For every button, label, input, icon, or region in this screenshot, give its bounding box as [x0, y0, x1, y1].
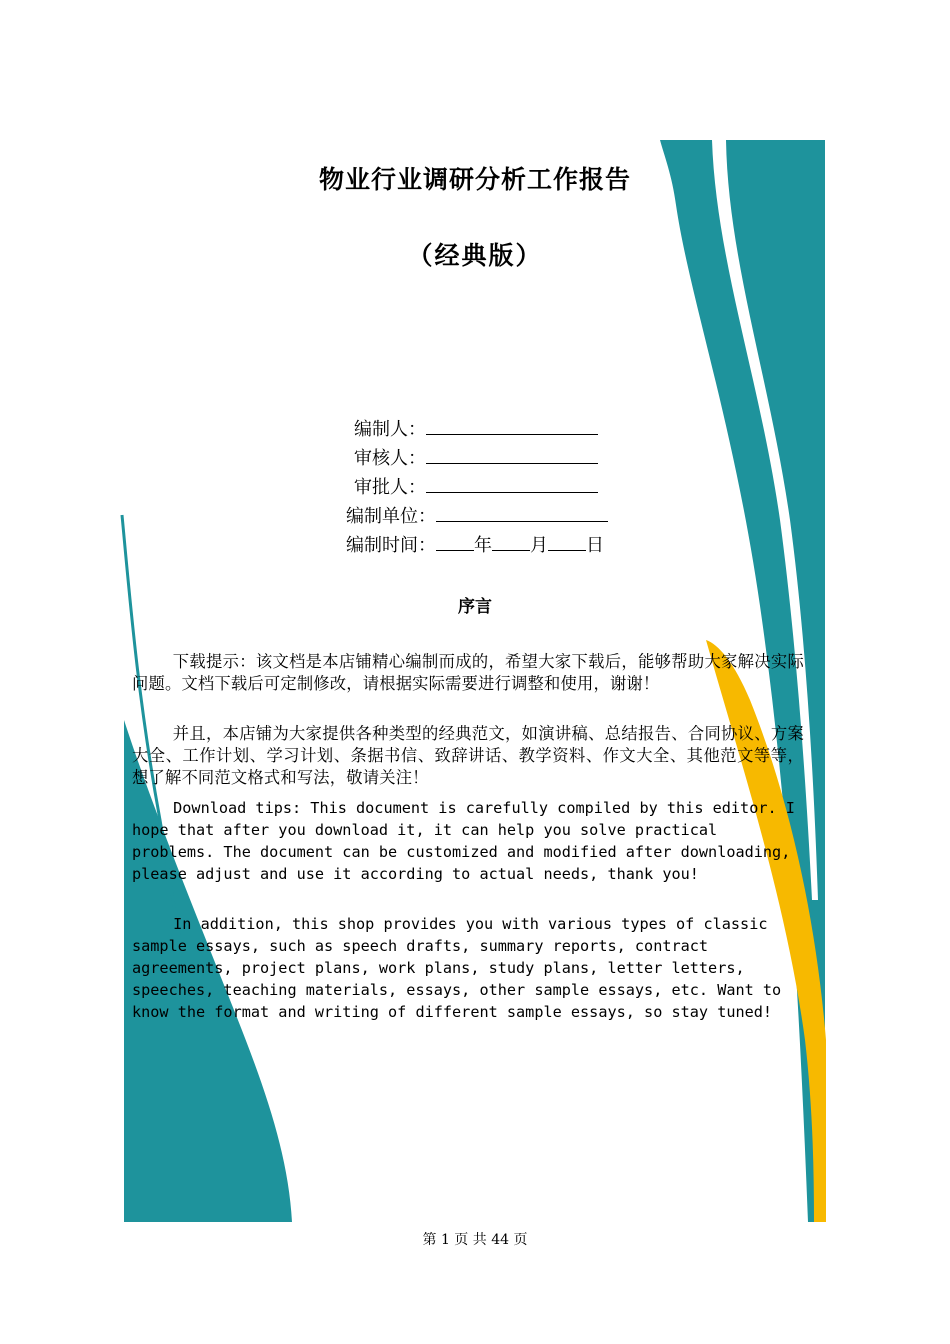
- month-blank: [492, 532, 530, 551]
- approver-label: 审批人：: [354, 477, 426, 498]
- month-label: 月: [530, 535, 548, 556]
- day-blank: [548, 532, 586, 551]
- year-blank: [436, 532, 474, 551]
- unit-label: 编制单位：: [346, 506, 436, 527]
- cn-paragraph-1: 下载提示：该文档是本店铺精心编制而成的，希望大家下载后，能够帮助大家解决实际问题。文档下载后可定制修改，请根据实际需要进行调整和使用，谢谢！: [132, 652, 804, 693]
- time-row: [300, 532, 700, 558]
- reviewer-row: [300, 445, 700, 471]
- unit-row: [300, 503, 700, 529]
- en-paragraph-2: In addition, this shop provides you with various types of classic sample essays, such as speech drafts, summary reports, contract agreements, project plans, work plans, study plans, letter letters, speeches, teaching materials, essays, other sample essays, etc. Want to know the format and writing of different sample essays, so stay tuned!: [132, 915, 791, 1021]
- reviewer-label: 审核人：: [354, 448, 426, 469]
- compiler-label: 编制人：: [354, 419, 426, 440]
- reviewer-blank: [426, 445, 598, 464]
- cn-paragraph-2: 并且，本店铺为大家提供各种类型的经典范文，如演讲稿、总结报告、合同协议、方案大全、工作计划、学习计划、条据书信、致辞讲话、教学资料、作文大全、其他范文等等，想了解不同范文格式和写法，敬请关注！: [132, 724, 804, 787]
- year-label: 年: [474, 535, 492, 556]
- document-title: 物业行业调研分析工作报告: [318, 165, 631, 194]
- day-label: 日: [586, 535, 604, 556]
- unit-blank: [436, 503, 608, 522]
- compiler-row: [300, 416, 700, 442]
- document-subtitle: （经典版）: [407, 241, 543, 270]
- en-paragraph-1: Download tips: This document is carefully compiled by this editor. I hope that after you download it, it can help you solve practical problems. The document can be customized and modified after downloading, please adjust and use it according to actual needs, thank you!: [132, 799, 805, 883]
- approver-row: [300, 474, 700, 500]
- approver-blank: [426, 474, 598, 493]
- compiler-blank: [426, 416, 598, 435]
- page-footer: 第 1 页 共 44 页: [422, 1232, 528, 1248]
- time-label: 编制时间：: [346, 535, 436, 556]
- preface-heading: 序言: [458, 597, 492, 617]
